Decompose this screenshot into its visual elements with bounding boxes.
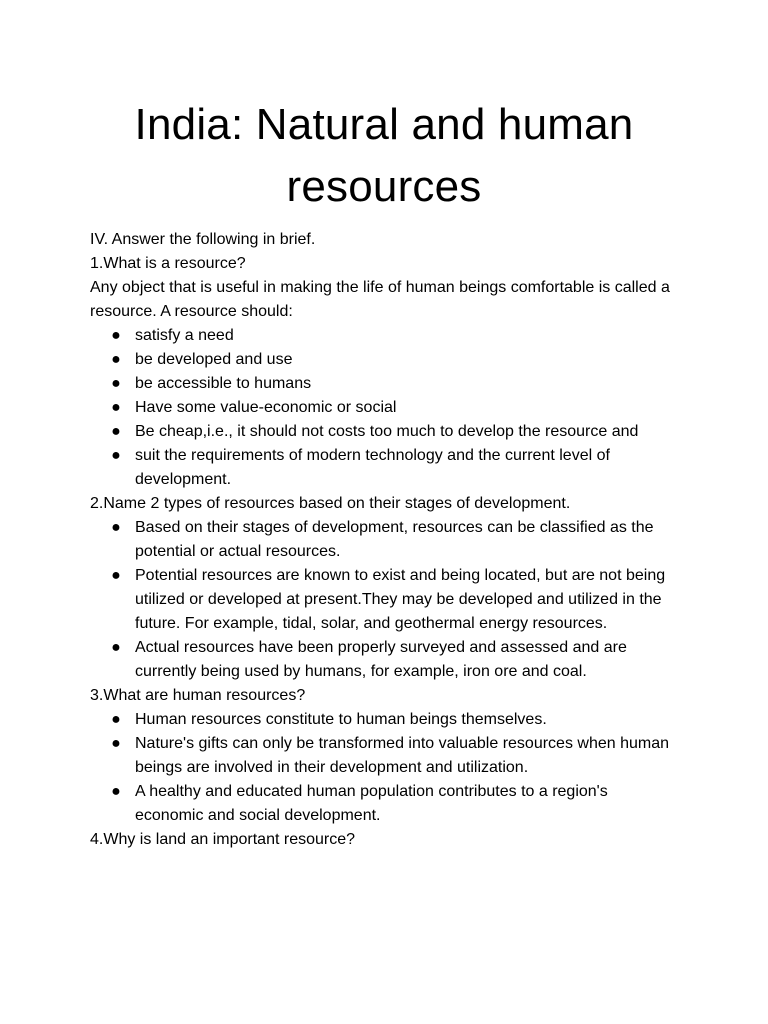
answer-3-list xyxy=(90,708,678,828)
section-intro: IV. Answer the following in brief. xyxy=(90,231,316,248)
answer-2-list xyxy=(90,516,678,684)
bullet-icon: ● xyxy=(111,639,121,656)
list-item xyxy=(111,396,678,420)
list-item xyxy=(111,780,678,828)
list-item xyxy=(111,516,678,564)
list-item-text: Have some value-economic or social xyxy=(135,399,397,416)
list-item-text: Nature's gifts can only be transformed into valuable resources when human beings are involved in their development and utilization. xyxy=(135,735,670,776)
list-item-text: be accessible to humans xyxy=(135,375,312,392)
bullet-icon: ● xyxy=(111,783,121,800)
bullet-icon: ● xyxy=(111,735,121,752)
question-1: 1.What is a resource? xyxy=(90,255,246,272)
list-item-text: satisfy a need xyxy=(135,327,234,344)
bullet-icon: ● xyxy=(111,567,121,584)
list-item-text: be developed and use xyxy=(135,351,293,368)
list-item xyxy=(111,444,678,492)
list-item-text: A healthy and educated human population contributes to a region's economic and social development. xyxy=(135,783,608,824)
list-item xyxy=(111,348,678,372)
bullet-icon: ● xyxy=(111,399,121,416)
list-item xyxy=(111,372,678,396)
list-item xyxy=(111,324,678,348)
bullet-icon: ● xyxy=(111,711,121,728)
list-item xyxy=(111,708,678,732)
page-title: India: Natural and human resources xyxy=(134,100,634,211)
question-3: 3.What are human resources? xyxy=(90,687,306,704)
bullet-icon: ● xyxy=(111,447,121,464)
list-item-text: Potential resources are known to exist and being located, but are not being utilized or developed at present.They may be developed and utilized in the future. For example, tidal, solar, and geothermal energy resources. xyxy=(135,567,666,632)
list-item-text: Based on their stages of development, resources can be classified as the potential or actual resources. xyxy=(135,519,654,560)
list-item-text: Human resources constitute to human beings themselves. xyxy=(135,711,547,728)
bullet-icon: ● xyxy=(111,375,121,392)
answer-1-list xyxy=(90,324,678,492)
list-item-text: Actual resources have been properly surveyed and assessed and are currently being used by humans, for example, iron ore and coal. xyxy=(135,639,627,680)
question-4: 4.Why is land an important resource? xyxy=(90,831,356,848)
list-item xyxy=(111,636,678,684)
document-body xyxy=(90,228,678,852)
list-item xyxy=(111,732,678,780)
question-2: 2.Name 2 types of resources based on their stages of development. xyxy=(90,495,571,512)
list-item-text: suit the requirements of modern technology and the current level of development. xyxy=(135,447,610,488)
list-item xyxy=(111,564,678,636)
bullet-icon: ● xyxy=(111,351,121,368)
bullet-icon: ● xyxy=(111,519,121,536)
bullet-icon: ● xyxy=(111,423,121,440)
answer-1: Any object that is useful in making the life of human beings comfortable is called a resource. A resource should: xyxy=(90,279,670,320)
list-item-text: Be cheap,i.e., it should not costs too much to develop the resource and xyxy=(135,423,639,440)
list-item xyxy=(111,420,678,444)
bullet-icon: ● xyxy=(111,327,121,344)
